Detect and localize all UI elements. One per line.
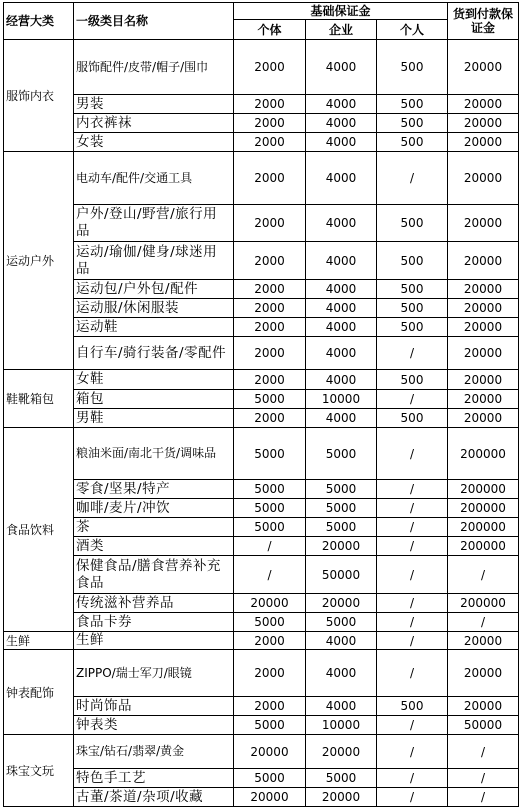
- table-row: [4, 390, 519, 409]
- cod-deposit-cell: /: [448, 769, 519, 788]
- person-deposit-cell: /: [377, 480, 448, 499]
- enterprise-deposit-cell: 5000: [306, 769, 377, 788]
- header-cod-deposit: 货到付款保证金: [448, 3, 519, 40]
- table-row: [4, 632, 519, 650]
- table-row: [4, 716, 519, 735]
- individual-deposit-cell: 5000: [234, 769, 306, 788]
- individual-deposit-cell: 5000: [234, 518, 306, 537]
- individual-deposit-cell: 2000: [234, 697, 306, 716]
- individual-deposit-cell: 2000: [234, 95, 306, 114]
- subcategory-cell: 咖啡/麦片/冲饮: [74, 499, 234, 518]
- person-deposit-cell: /: [377, 390, 448, 409]
- individual-deposit-cell: 20000: [234, 594, 306, 613]
- person-deposit-cell: 500: [377, 133, 448, 152]
- individual-deposit-cell: /: [234, 537, 306, 556]
- table-row: [4, 556, 519, 594]
- cod-deposit-cell: 20000: [448, 337, 519, 370]
- person-deposit-cell: /: [377, 499, 448, 518]
- person-deposit-cell: 500: [377, 370, 448, 390]
- enterprise-deposit-cell: 4000: [306, 632, 377, 650]
- header-subcategory: 一级类目名称: [74, 3, 234, 40]
- cod-deposit-cell: 20000: [448, 632, 519, 650]
- subcategory-cell: 古董/茶道/杂项/收藏: [74, 788, 234, 807]
- cod-deposit-cell: 20000: [448, 133, 519, 152]
- individual-deposit-cell: 2000: [234, 337, 306, 370]
- header-individual: 个体: [234, 20, 306, 40]
- enterprise-deposit-cell: 5000: [306, 613, 377, 632]
- cod-deposit-cell: 20000: [448, 40, 519, 95]
- individual-deposit-cell: 2000: [234, 133, 306, 152]
- person-deposit-cell: /: [377, 337, 448, 370]
- cod-deposit-cell: 50000: [448, 716, 519, 735]
- person-deposit-cell: /: [377, 556, 448, 594]
- individual-deposit-cell: 2000: [234, 318, 306, 337]
- cod-deposit-cell: 20000: [448, 299, 519, 318]
- table-row: [4, 735, 519, 769]
- table-row: [4, 95, 519, 114]
- enterprise-deposit-cell: 4000: [306, 337, 377, 370]
- person-deposit-cell: 500: [377, 697, 448, 716]
- table-row: [4, 337, 519, 370]
- header-base-deposit: 基础保证金: [234, 3, 448, 20]
- major-category-cell: 食品饮料: [4, 428, 74, 632]
- table-row: [4, 428, 519, 480]
- enterprise-deposit-cell: 4000: [306, 370, 377, 390]
- individual-deposit-cell: 2000: [234, 152, 306, 205]
- cod-deposit-cell: 200000: [448, 594, 519, 613]
- table-row: [4, 769, 519, 788]
- cod-deposit-cell: 20000: [448, 114, 519, 133]
- subcategory-cell: 电动车/配件/交通工具: [74, 152, 234, 205]
- enterprise-deposit-cell: 20000: [306, 594, 377, 613]
- cod-deposit-cell: /: [448, 556, 519, 594]
- enterprise-deposit-cell: 4000: [306, 95, 377, 114]
- individual-deposit-cell: 5000: [234, 716, 306, 735]
- individual-deposit-cell: 2000: [234, 650, 306, 697]
- individual-deposit-cell: 2000: [234, 40, 306, 95]
- enterprise-deposit-cell: 4000: [306, 697, 377, 716]
- table-row: [4, 409, 519, 428]
- enterprise-deposit-cell: 10000: [306, 716, 377, 735]
- cod-deposit-cell: 200000: [448, 537, 519, 556]
- person-deposit-cell: /: [377, 594, 448, 613]
- table-row: [4, 133, 519, 152]
- enterprise-deposit-cell: 4000: [306, 242, 377, 280]
- cod-deposit-cell: 200000: [448, 499, 519, 518]
- individual-deposit-cell: 2000: [234, 280, 306, 299]
- table-row: [4, 788, 519, 807]
- cod-deposit-cell: 20000: [448, 370, 519, 390]
- cod-deposit-cell: 200000: [448, 480, 519, 499]
- subcategory-cell: 珠宝/钻石/翡翠/黄金: [74, 735, 234, 769]
- cod-deposit-cell: 20000: [448, 95, 519, 114]
- enterprise-deposit-cell: 20000: [306, 537, 377, 556]
- table-row: [4, 650, 519, 697]
- cod-deposit-cell: 20000: [448, 280, 519, 299]
- individual-deposit-cell: 2000: [234, 370, 306, 390]
- person-deposit-cell: 500: [377, 318, 448, 337]
- table-row: [4, 152, 519, 205]
- subcategory-cell: 钟表类: [74, 716, 234, 735]
- person-deposit-cell: 500: [377, 95, 448, 114]
- table-row: [4, 518, 519, 537]
- enterprise-deposit-cell: 20000: [306, 788, 377, 807]
- enterprise-deposit-cell: 4000: [306, 40, 377, 95]
- subcategory-cell: 粮油米面/南北干货/调味品: [74, 428, 234, 480]
- individual-deposit-cell: 20000: [234, 735, 306, 769]
- enterprise-deposit-cell: 10000: [306, 390, 377, 409]
- person-deposit-cell: /: [377, 152, 448, 205]
- enterprise-deposit-cell: 50000: [306, 556, 377, 594]
- person-deposit-cell: /: [377, 428, 448, 480]
- enterprise-deposit-cell: 4000: [306, 280, 377, 299]
- individual-deposit-cell: 5000: [234, 499, 306, 518]
- cod-deposit-cell: 20000: [448, 390, 519, 409]
- individual-deposit-cell: 2000: [234, 299, 306, 318]
- individual-deposit-cell: 20000: [234, 788, 306, 807]
- enterprise-deposit-cell: 5000: [306, 499, 377, 518]
- person-deposit-cell: /: [377, 518, 448, 537]
- cod-deposit-cell: 20000: [448, 697, 519, 716]
- enterprise-deposit-cell: 4000: [306, 152, 377, 205]
- person-deposit-cell: /: [377, 716, 448, 735]
- table-row: [4, 318, 519, 337]
- enterprise-deposit-cell: 5000: [306, 480, 377, 499]
- cod-deposit-cell: 20000: [448, 318, 519, 337]
- person-deposit-cell: /: [377, 769, 448, 788]
- cod-deposit-cell: /: [448, 788, 519, 807]
- table-row: [4, 697, 519, 716]
- subcategory-cell: 男装: [74, 95, 234, 114]
- subcategory-cell: 生鲜: [74, 632, 234, 650]
- header-person: 个人: [377, 20, 448, 40]
- individual-deposit-cell: 5000: [234, 390, 306, 409]
- subcategory-cell: 时尚饰品: [74, 697, 234, 716]
- person-deposit-cell: 500: [377, 40, 448, 95]
- person-deposit-cell: 500: [377, 205, 448, 242]
- person-deposit-cell: /: [377, 632, 448, 650]
- subcategory-cell: 零食/坚果/特产: [74, 480, 234, 499]
- enterprise-deposit-cell: 5000: [306, 518, 377, 537]
- person-deposit-cell: /: [377, 537, 448, 556]
- header-enterprise: 企业: [306, 20, 377, 40]
- major-category-cell: 运动户外: [4, 152, 74, 370]
- individual-deposit-cell: 2000: [234, 409, 306, 428]
- cod-deposit-cell: 20000: [448, 242, 519, 280]
- enterprise-deposit-cell: 4000: [306, 409, 377, 428]
- cod-deposit-cell: 20000: [448, 650, 519, 697]
- cod-deposit-cell: 20000: [448, 205, 519, 242]
- person-deposit-cell: 500: [377, 242, 448, 280]
- major-category-cell: 生鲜: [4, 632, 74, 650]
- table-row: [4, 205, 519, 242]
- header-major-category: 经营大类: [4, 3, 74, 40]
- subcategory-cell: 运动/瑜伽/健身/球迷用品: [74, 242, 234, 280]
- cod-deposit-cell: /: [448, 735, 519, 769]
- person-deposit-cell: 500: [377, 114, 448, 133]
- person-deposit-cell: 500: [377, 299, 448, 318]
- cod-deposit-cell: 20000: [448, 152, 519, 205]
- individual-deposit-cell: 2000: [234, 114, 306, 133]
- individual-deposit-cell: 2000: [234, 205, 306, 242]
- table-row: [4, 370, 519, 390]
- subcategory-cell: 传统滋补营养品: [74, 594, 234, 613]
- cod-deposit-cell: 20000: [448, 409, 519, 428]
- major-category-cell: 珠宝文玩: [4, 735, 74, 807]
- subcategory-cell: 户外/登山/野营/旅行用品: [74, 205, 234, 242]
- table-row: [4, 537, 519, 556]
- subcategory-cell: 保健食品/膳食营养补充食品: [74, 556, 234, 594]
- table-row: [4, 40, 519, 95]
- individual-deposit-cell: /: [234, 556, 306, 594]
- subcategory-cell: 内衣裤袜: [74, 114, 234, 133]
- subcategory-cell: 服饰配件/皮带/帽子/围巾: [74, 40, 234, 95]
- person-deposit-cell: /: [377, 650, 448, 697]
- enterprise-deposit-cell: 4000: [306, 318, 377, 337]
- person-deposit-cell: /: [377, 735, 448, 769]
- subcategory-cell: ZIPPO/瑞士军刀/眼镜: [74, 650, 234, 697]
- person-deposit-cell: 500: [377, 280, 448, 299]
- table-row: [4, 280, 519, 299]
- enterprise-deposit-cell: 20000: [306, 735, 377, 769]
- table-row: [4, 499, 519, 518]
- major-category-cell: 钟表配饰: [4, 650, 74, 735]
- enterprise-deposit-cell: 4000: [306, 299, 377, 318]
- person-deposit-cell: 500: [377, 409, 448, 428]
- individual-deposit-cell: 2000: [234, 242, 306, 280]
- person-deposit-cell: /: [377, 788, 448, 807]
- cod-deposit-cell: 200000: [448, 428, 519, 480]
- enterprise-deposit-cell: 4000: [306, 650, 377, 697]
- enterprise-deposit-cell: 5000: [306, 428, 377, 480]
- subcategory-cell: 食品卡券: [74, 613, 234, 632]
- enterprise-deposit-cell: 4000: [306, 114, 377, 133]
- table-row: [4, 594, 519, 613]
- subcategory-cell: 酒类: [74, 537, 234, 556]
- subcategory-cell: 运动服/休闲服装: [74, 299, 234, 318]
- individual-deposit-cell: 5000: [234, 428, 306, 480]
- individual-deposit-cell: 5000: [234, 613, 306, 632]
- individual-deposit-cell: 5000: [234, 480, 306, 499]
- table-row: [4, 242, 519, 280]
- cod-deposit-cell: /: [448, 613, 519, 632]
- subcategory-cell: 运动包/户外包/配件: [74, 280, 234, 299]
- subcategory-cell: 特色手工艺: [74, 769, 234, 788]
- enterprise-deposit-cell: 4000: [306, 133, 377, 152]
- subcategory-cell: 运动鞋: [74, 318, 234, 337]
- table-row: [4, 114, 519, 133]
- subcategory-cell: 茶: [74, 518, 234, 537]
- subcategory-cell: 自行车/骑行装备/零配件: [74, 337, 234, 370]
- subcategory-cell: 女装: [74, 133, 234, 152]
- subcategory-cell: 女鞋: [74, 370, 234, 390]
- major-category-cell: 鞋靴箱包: [4, 370, 74, 428]
- subcategory-cell: 箱包: [74, 390, 234, 409]
- deposit-table: [3, 2, 519, 807]
- table-row: [4, 613, 519, 632]
- major-category-cell: 服饰内衣: [4, 40, 74, 152]
- subcategory-cell: 男鞋: [74, 409, 234, 428]
- person-deposit-cell: /: [377, 613, 448, 632]
- cod-deposit-cell: 200000: [448, 518, 519, 537]
- table-row: [4, 480, 519, 499]
- individual-deposit-cell: 2000: [234, 632, 306, 650]
- enterprise-deposit-cell: 4000: [306, 205, 377, 242]
- table-row: [4, 299, 519, 318]
